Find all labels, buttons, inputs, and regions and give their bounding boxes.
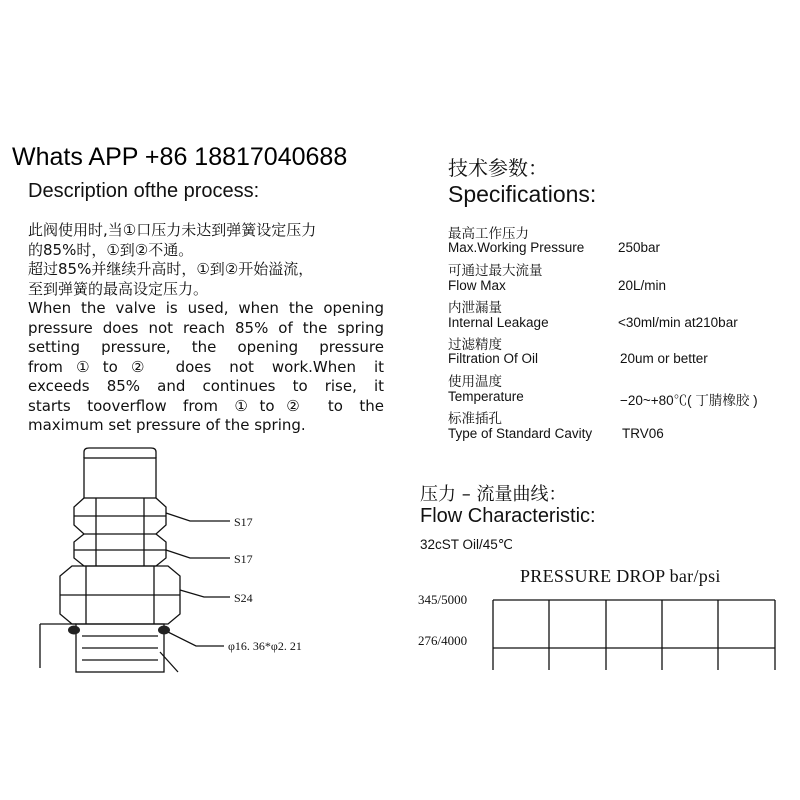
description-title: Description ofthe process: — [28, 180, 260, 202]
flow-oil-condition: 32cST Oil/45℃ — [420, 537, 513, 552]
spec-value: 20um or better — [620, 351, 708, 366]
description-cn-line: 此阀使用时,当①口压力未达到弹簧设定压力 — [28, 221, 317, 239]
spec-label-cn: 内泄漏量 — [448, 300, 502, 315]
description-cn-line: 的85%时，①到②不通。 — [28, 240, 194, 259]
y-tick-label: 345/5000 — [418, 592, 468, 607]
spec-label: Flow Max — [448, 278, 506, 293]
spec-value: <30ml/min at210bar — [618, 315, 738, 330]
spec-label: Filtration Of Oil — [448, 351, 539, 366]
label-s17-upper: S17 — [234, 515, 253, 529]
description-en-line: maximum set pressure of the spring. — [28, 416, 306, 434]
leader-s17-lower — [166, 550, 230, 558]
description-en-line: setting pressure, the opening pressure — [28, 338, 384, 356]
specifications-title: Specifications: — [448, 181, 597, 207]
spec-value: 20L/min — [618, 278, 667, 293]
valve-stem-cap — [84, 448, 156, 458]
flow-title-cn: 压力 – 流量曲线： — [420, 484, 567, 505]
o-ring-right — [158, 626, 170, 635]
spec-value: 250bar — [618, 240, 661, 255]
label-s24: S24 — [234, 591, 253, 605]
description-cn-line: 至到弹簧的最高设定压力。 — [28, 279, 209, 298]
spec-value: −20~+80℃( 丁腈橡胶 ) — [620, 393, 758, 408]
description-en-line: exceeds 85% and continues to rise, it — [28, 377, 384, 395]
description-en-line: When the valve is used, when the opening — [28, 299, 384, 317]
spec-label: Max.Working Pressure — [448, 240, 585, 255]
leader-s24 — [180, 590, 230, 597]
label-s17-lower: S17 — [234, 552, 253, 566]
pressure-drop-title: PRESSURE DROP bar/psi — [520, 566, 721, 586]
spec-label-cn: 最高工作压力 — [448, 226, 529, 241]
spec-label: Internal Leakage — [448, 315, 549, 330]
spec-label: Temperature — [448, 389, 524, 404]
y-tick-label: 276/4000 — [418, 633, 468, 648]
specifications-title-cn: 技术参数： — [448, 156, 548, 180]
spec-label-cn: 可通过最大流量 — [448, 263, 543, 278]
description-en-line: pressure does not reach 85% of the spring — [28, 318, 384, 337]
flow-title: Flow Characteristic: — [420, 505, 596, 527]
spec-label-cn: 标准插孔 — [448, 411, 502, 426]
o-ring-left — [68, 626, 80, 635]
leader-oring — [164, 630, 224, 646]
description-en-line: starts tooverflow from ①to② to the — [28, 396, 384, 415]
spec-label: Type of Standard Cavity — [448, 426, 593, 441]
label-oring-size: φ16. 36*φ2. 21 — [228, 639, 302, 653]
description-en-line: from①to② does not work.When it — [28, 357, 384, 376]
leader-s17-upper — [166, 513, 230, 521]
spec-label-cn: 过滤精度 — [448, 337, 502, 352]
spec-label-cn: 使用温度 — [448, 374, 502, 389]
valve-stem — [84, 458, 156, 498]
description-cn-line: 超过85%并继续升高时，①到②开始溢流， — [28, 260, 314, 278]
spec-value: TRV06 — [622, 426, 664, 441]
contact-whatsapp: Whats APP +86 18817040688 — [12, 143, 348, 171]
